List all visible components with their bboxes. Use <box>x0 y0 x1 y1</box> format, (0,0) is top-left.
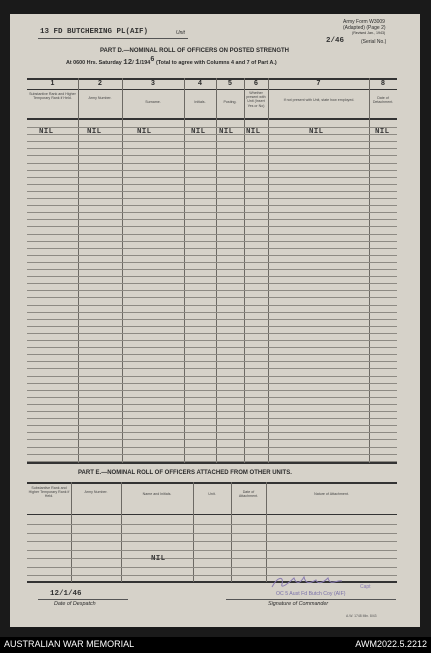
part-e-table <box>27 482 397 582</box>
ruled-line <box>27 170 397 171</box>
col-number-4: 4 <box>198 80 202 87</box>
despatch-date: 12/1/46 <box>50 590 82 598</box>
unit-stamp: OC 5 Aust Fd Butch Coy (AIF) <box>276 591 346 597</box>
nil-army-number: NIL <box>87 128 102 136</box>
col-number-3: 3 <box>151 80 155 87</box>
footer-accession: AWM2022.5.2212 <box>355 639 427 649</box>
nil-detachment: NIL <box>375 128 390 136</box>
ruled-line <box>27 141 397 142</box>
ruled-line <box>27 127 397 128</box>
signature-label: Signature of Commander <box>268 601 329 607</box>
ruled-line <box>27 198 397 199</box>
date-year-digit: 6 <box>150 56 155 64</box>
ruled-line <box>27 533 397 534</box>
e-col-header-date: Date of Attachment. <box>238 490 259 499</box>
ruled-line <box>27 319 397 320</box>
date-suffix: (Total to agree with Columns 4 and 7 of Part A.) <box>155 60 277 66</box>
ruled-line <box>27 390 397 391</box>
ruled-line <box>27 276 397 277</box>
ruled-line <box>27 567 397 568</box>
col-header-army-number: Army Number. <box>88 96 112 100</box>
nil-present: NIL <box>246 128 261 136</box>
col-number-6: 6 <box>254 80 258 87</box>
col-header-surname: Surname. <box>145 100 161 104</box>
ruled-line <box>27 558 397 559</box>
e-col-header-army-number: Army Number. <box>84 490 108 494</box>
ruled-line <box>27 290 397 291</box>
ruled-line <box>27 248 397 249</box>
e-col-header-nature: Nature of Attachment. <box>314 492 349 496</box>
ruled-line <box>27 219 397 220</box>
nil-name-initials: NIL <box>151 555 166 563</box>
ruled-line <box>27 191 397 192</box>
ruled-line <box>27 333 397 334</box>
ruled-line <box>27 383 397 384</box>
ruled-line <box>27 255 397 256</box>
part-d-table <box>27 78 397 463</box>
ruled-line <box>27 305 397 306</box>
ruled-line <box>27 439 397 440</box>
col-number-7: 7 <box>316 80 321 87</box>
ruled-line <box>27 184 397 185</box>
footer-institution: AUSTRALIAN WAR MEMORIAL <box>4 639 135 649</box>
ruled-line <box>27 376 397 377</box>
ruled-line <box>27 425 397 426</box>
archive-footer <box>0 637 431 653</box>
ruled-line <box>27 361 397 362</box>
ruled-line <box>27 205 397 206</box>
serial-label: (Serial No.) <box>361 39 387 45</box>
date-day: 12 <box>123 59 133 67</box>
col-number-2: 2 <box>98 80 102 87</box>
ruled-line <box>27 234 397 235</box>
ruled-line <box>27 347 397 348</box>
ruled-line <box>27 418 397 419</box>
col-header-initials: Initials. <box>194 100 206 104</box>
ruled-line <box>27 454 397 455</box>
part-d-date-line: At 0600 Hrs. Saturday 12/ 1/1946 (Total to agree with Columns 4 and 7 of Part A.) <box>66 56 277 67</box>
part-d-title: PART D.—NOMINAL ROLL OF OFFICERS ON POSTED STRENGTH <box>100 48 290 54</box>
nil-rank: NIL <box>39 128 54 136</box>
ruled-line <box>27 226 397 227</box>
ruled-line <box>27 163 397 164</box>
e-col-header-unit: Unit. <box>208 492 216 496</box>
date-year-prefix: /194 <box>139 60 151 66</box>
print-code: A.W. 1748 Min. 8/43 <box>346 614 377 618</box>
ruled-line <box>27 262 397 263</box>
col-header-employed: If not present with Unit, state how employed. <box>283 98 355 102</box>
unit-label: Unit <box>176 30 185 36</box>
ruled-line <box>27 155 397 156</box>
revised-label: (Revised Jan., 1943) <box>352 31 386 35</box>
date-month: 1 <box>135 59 140 67</box>
despatch-label: Date of Despatch <box>54 601 96 607</box>
col-header-rank: Substantive Rank and Higher Temporary Rank if Held. <box>29 92 76 101</box>
ruled-line <box>27 397 397 398</box>
col-header-detachment: Date of Detachment. <box>372 96 394 105</box>
ruled-line <box>27 550 397 551</box>
commander-signature <box>268 572 358 592</box>
col-header-posting: Posting. <box>223 100 237 104</box>
form-page <box>10 14 420 627</box>
signature-capt: Capt <box>360 584 371 590</box>
adapted-label: (Adapted) (Page 2) <box>343 25 386 31</box>
part-e-title: PART E.—NOMINAL ROLL OF OFFICERS ATTACHED FROM OTHER UNITS. <box>78 470 292 476</box>
ruled-line <box>27 404 397 405</box>
col-number-8: 8 <box>381 80 385 87</box>
ruled-line <box>27 461 397 462</box>
col-number-1: 1 <box>50 80 55 87</box>
date-prefix: At 0600 Hrs. Saturday <box>66 60 122 66</box>
ruled-line <box>27 241 397 242</box>
army-form-label: Army Form W3009 <box>343 19 385 25</box>
nil-initials: NIL <box>191 128 206 136</box>
ruled-line <box>27 340 397 341</box>
nil-posting: NIL <box>219 128 234 136</box>
ruled-line <box>27 354 397 355</box>
e-col-header-name: Name and Initials. <box>142 492 172 496</box>
ruled-line <box>27 148 397 149</box>
ruled-line <box>27 283 397 284</box>
ruled-line <box>27 312 397 313</box>
ruled-line <box>27 212 397 213</box>
ruled-line <box>27 269 397 270</box>
nil-employed: NIL <box>309 128 324 136</box>
ruled-line <box>27 297 397 298</box>
serial-value: 2/46 <box>326 37 345 45</box>
ruled-line <box>27 411 397 412</box>
ruled-line <box>27 326 397 327</box>
ruled-line <box>27 447 397 448</box>
ruled-line <box>27 177 397 178</box>
ruled-line <box>27 368 397 369</box>
nil-surname: NIL <box>137 128 152 136</box>
ruled-line <box>27 134 397 135</box>
ruled-line <box>27 541 397 542</box>
e-col-header-rank: Substantive Rank and Higher Temporary Rank if Held. <box>28 486 70 499</box>
col-number-5: 5 <box>228 80 232 87</box>
ruled-line <box>27 432 397 433</box>
unit-value: 13 FD BUTCHERING PL(AIF) <box>40 28 149 36</box>
col-header-present: Whether present with Unit (Insert Yes or No) <box>246 91 266 108</box>
ruled-line <box>27 524 397 525</box>
